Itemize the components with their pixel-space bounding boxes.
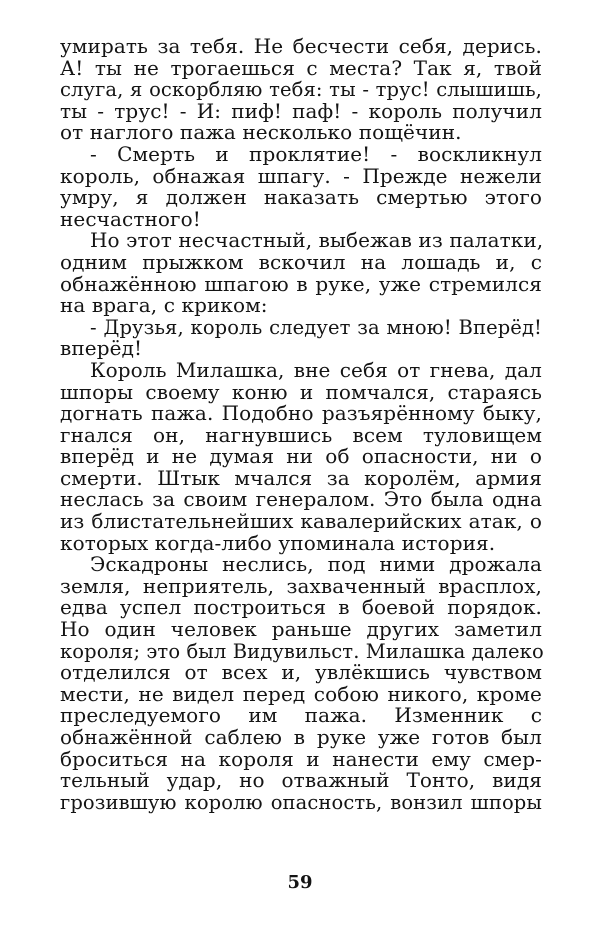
- text-line: умирать за тебя. Не бесчести себя, дерись.: [60, 34, 542, 58]
- text-line: неслась за своим генералом. Это была одна: [60, 487, 542, 512]
- text-line: короля; это был Видувильст. Милашка далеко: [60, 639, 544, 663]
- text-line: А! ты не трогаешься с места? Так я, твой: [60, 55, 542, 80]
- text-line: умру, я должен наказать смертью этого: [60, 185, 542, 210]
- text-line: ты - трус! - И: пиф! паф! - король получил: [60, 98, 542, 123]
- text-line: броситься на короля и нанести ему смер-: [60, 746, 542, 771]
- text-line: Но один человек раньше других заметил: [60, 617, 542, 642]
- text-line: Король Милашка, вне себя от гнева, дал: [90, 357, 542, 382]
- text-line: тельный удар, но отважный Тонто, видя: [60, 768, 542, 793]
- text-line: едва успел построиться в боевой порядок.: [60, 595, 542, 620]
- text-line: которых когда-либо упоминала история.: [60, 530, 496, 555]
- text-line: от наглого пажа несколько пощёчин.: [60, 120, 462, 145]
- text-line: король, обнажая шпагу. - Прежде нежели: [60, 163, 542, 188]
- text-line: догнать пажа. Подобно разъярённому быку,: [60, 401, 542, 426]
- text-line: шпоры своему коню и помчался, стараясь: [60, 379, 542, 404]
- text-line: гнался он, нагнувшись всем туловищем: [60, 422, 542, 447]
- text-line: грозившую королю опасность, вонзил шпоры: [60, 790, 542, 814]
- text-line: на врага, с криком:: [60, 293, 268, 318]
- text-line: Но этот несчастный, выбежав из палатки,: [90, 228, 544, 253]
- text-line: земля, неприятель, захваченный врасплох,: [60, 573, 542, 598]
- text-line: мести, не видел перед собою никого, кроме: [60, 681, 542, 706]
- page-number: 59: [287, 872, 313, 893]
- text-line: - Смерть и проклятие! - воскликнул: [90, 141, 542, 166]
- text-line: - Друзья, король следует за мною! Вперёд!: [90, 315, 542, 339]
- text-line: несчастного!: [60, 206, 201, 231]
- text-line: слуга, я оскорбляю тебя: ты - трус! слышишь,: [60, 78, 542, 102]
- text-line: обнажённой саблею в руке уже готов был: [60, 725, 542, 749]
- text-line: отделился от всех и, увлёкшись чувством: [60, 660, 542, 685]
- body-text: [60, 36, 542, 813]
- text-line: вперёд!: [60, 336, 143, 361]
- text-line: смерти. Штык мчался за королём, армия: [60, 465, 542, 490]
- text-line: одним прыжком вскочил на лошадь и, с: [60, 249, 542, 274]
- text-line: преследуемого им пажа. Изменник с: [60, 703, 542, 728]
- text-line: Эскадроны неслись, под ними дрожала: [90, 552, 542, 577]
- text-line: обнажённою шпагою в руке, уже стремился: [60, 271, 542, 296]
- text-line: из блистательнейших кавалерийских атак, о: [60, 509, 542, 534]
- text-line: вперёд и не думая ни об опасности, ни о: [60, 444, 542, 469]
